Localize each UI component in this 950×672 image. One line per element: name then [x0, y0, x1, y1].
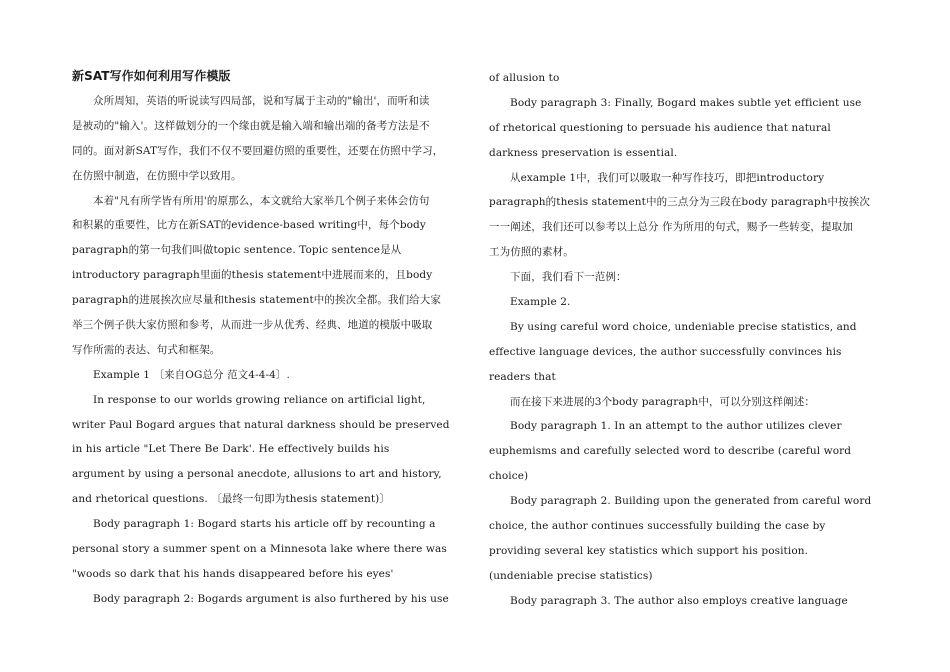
- text-line: euphemisms and carefully selected word to describe (careful word: [489, 445, 852, 458]
- text-line: paragraph的第一句我们叫做topic sentence. Topic sentence是从: [72, 244, 402, 257]
- text-line: of allusion to: [489, 72, 560, 84]
- text-line: 同的。面对新SAT写作，我们不仅不要回避仿照的重要性，还要在仿照中学习，: [72, 144, 444, 157]
- text-line: 从example 1中，我们可以吸取一种写作技巧，即把introductory: [510, 171, 825, 184]
- text-line: effective language devices, the author successfully convinces his: [489, 345, 842, 358]
- text-line: Body paragraph 2. Building upon the generated from careful word: [510, 495, 872, 508]
- text-line: 而在接下来进展的3个body paragraph中，可以分别这样阐述：: [510, 395, 815, 408]
- text-line: Body paragraph 3. The author also employs creative language: [510, 594, 848, 607]
- text-line: introductory paragraph里面的thesis statement中进展而来的，且body: [72, 269, 433, 282]
- text-line: 和积累的重要性，比方在新SAT的evidence-based writing中，每个body: [72, 219, 426, 232]
- text-line: In response to our worlds growing reliance on artificial light,: [93, 393, 426, 406]
- text-line: 本着"凡有所学皆有所用'的原那么，本文就给大家举几个例子来体会仿句: [93, 194, 430, 207]
- text-line: choice, the author continues successfully building the case by: [489, 520, 826, 533]
- left-column: [72, 64, 460, 612]
- right-column: [489, 66, 881, 614]
- text-line: 举三个例子供大家仿照和参考，从而进一步从优秀、经典、地道的模版中吸取: [72, 319, 433, 332]
- text-line: writer Paul Bogard argues that natural darkness should be preserved: [72, 418, 450, 431]
- text-line: paragraph的进展挨次应尽量和thesis statement中的挨次全都。我们给大家: [72, 294, 441, 307]
- text-line: in his article "Let There Be Dark'. He effectively builds his: [72, 443, 390, 456]
- text-line: darkness preservation is essential.: [489, 146, 678, 159]
- text-line: Example 1 〔来自OG总分 范文4-4-4〕.: [93, 368, 290, 381]
- text-line: Body paragraph 1: Bogard starts his article off by recounting a: [93, 518, 436, 531]
- text-line: and rhetorical questions. 〔最终一句即为thesis statement)〕: [72, 493, 390, 506]
- text-line: (undeniable precise statistics): [489, 569, 653, 582]
- text-line: By using careful word choice, undeniable precise statistics, and: [510, 320, 857, 333]
- text-line: readers that: [489, 370, 556, 383]
- text-line: of rhetorical questioning to persuade his audience that natural: [489, 121, 831, 134]
- text-line: Body paragraph 1. In an attempt to the author utilizes clever: [510, 420, 842, 433]
- text-line: providing several key statistics which support his position.: [489, 544, 809, 557]
- text-line: Example 2.: [510, 296, 571, 309]
- text-line: Body paragraph 2: Bogards argument is also furthered by his use: [93, 592, 449, 605]
- text-line: 是被动的"输入'。这样做划分的一个缘由就是输入端和输出端的备考方法是不: [72, 119, 430, 132]
- text-line: "woods so dark that his hands disappeared before his eyes': [72, 567, 394, 580]
- text-line: choice): [489, 470, 529, 483]
- text-line: paragraph的thesis statement中的三点分为三段在body paragraph中按挨次: [489, 196, 870, 209]
- text-line: personal story a summer spent on a Minnesota lake where there was: [72, 543, 447, 556]
- text-line: 在仿照中制造，在仿照中学以致用。: [72, 169, 242, 182]
- text-line: Body paragraph 3: Finally, Bogard makes subtle yet efficient use: [510, 96, 862, 109]
- document-title: 新SAT写作如何利用写作模版: [72, 69, 231, 83]
- text-line: argument by using a personal anecdote, allusions to art and history,: [72, 468, 442, 481]
- text-line: 工为仿照的素材。: [489, 246, 574, 259]
- text-line: 下面，我们看下一范例：: [510, 271, 627, 284]
- text-line: 写作所需的表达、句式和框架。: [72, 343, 221, 356]
- text-line: 一一阐述，我们还可以参考以上总分 作为所用的句式，赐予一些转变，提取加: [489, 221, 853, 234]
- text-line: 众所周知，英语的听说读写四局部，说和写属于主动的"输出'，而听和读: [93, 95, 430, 107]
